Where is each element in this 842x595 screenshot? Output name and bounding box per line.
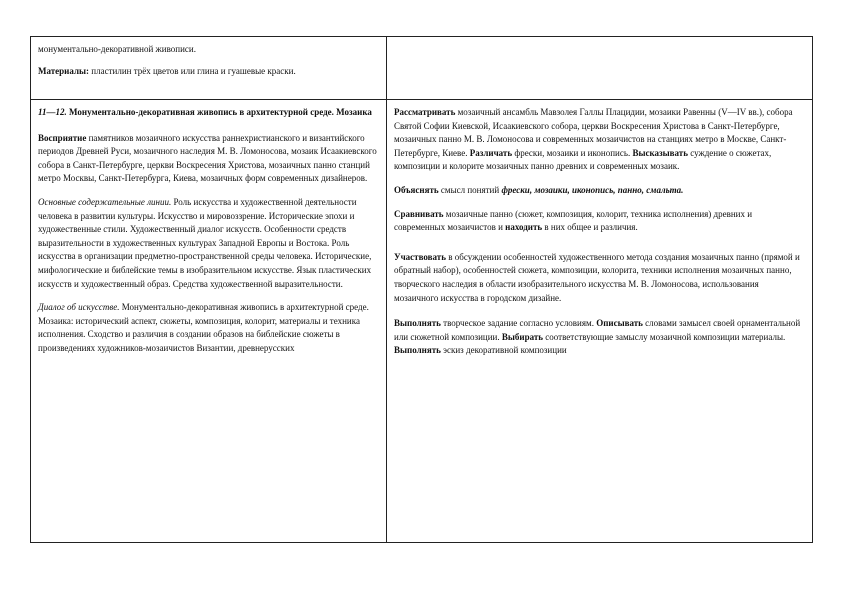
compare-text: мозаичные панно (сюжет, композиция, колорит, техника исполнения) древних и современных мозаичистов и bbox=[394, 208, 753, 233]
explain-terms: фрески, мозаики, иконопись, панно, смальта. bbox=[501, 184, 684, 195]
participate-text: в обсуждении особенностей художественного метода создания мозаичных панно (прямой и обратный набор), особенностей сюжета, композиции, колорита, техники исполнения мозаичных панно, творческого наследия в области изобразительного искусства М. В. Ломоносова, использования мозаичного искусства в городском дизайне. bbox=[394, 251, 800, 303]
dialogue-paragraph bbox=[38, 301, 379, 355]
describe-text: словами замысел своей орнаментальной или сюжетной композиции. bbox=[394, 318, 801, 342]
section-heading bbox=[38, 106, 379, 120]
explain-label: Объяснять bbox=[394, 184, 439, 195]
materials-paragraph bbox=[38, 65, 379, 79]
choose-label: Выбирать bbox=[501, 331, 544, 342]
perform-text: творческое задание согласно условиям. bbox=[440, 318, 597, 329]
perception-text: памятников мозаичного искусства раннехристианского и византийского периодов Древней Руси, мозаичного наследия М. В. Ломоносова, мозаик Исаакиевского собора в Санкт-Петербурге, церкви Воскресения Христова, мозаичных панно станций метро Москвы, Санкт-Петербурга, Киева, мозаичных форм современных дизайнеров. bbox=[38, 132, 377, 184]
document-page bbox=[30, 36, 812, 544]
dialogue-label: Диалог об искусстве. bbox=[38, 302, 120, 313]
perform-label: Выполнять bbox=[394, 318, 441, 329]
find-label: находить bbox=[505, 222, 543, 233]
perform2-text: эскиз декоративной композиции bbox=[440, 345, 567, 356]
table-row bbox=[31, 100, 813, 543]
participate-label: Участвовать bbox=[394, 251, 446, 262]
section-number: 11—12. bbox=[38, 107, 67, 117]
table-row bbox=[31, 37, 813, 100]
consider-label: Рассматривать bbox=[394, 107, 456, 117]
describe-label: Описывать bbox=[596, 318, 643, 329]
explain-text: смысл понятий bbox=[438, 184, 502, 195]
main-lines-paragraph bbox=[38, 196, 379, 291]
consider-text: мозаичный ансамбль Мавзолея Галлы Плацидии, мозаики Равенны (V—IV вв.), собора Святой Софии Киевской, Исаакиевского собора, церкви Воскресения Христова в Санкт-Петербурге, мозаичных панно М. В. Ломоносова и современных мозаичистов на станциях метро в Москве, Санкт-Петербурге, Киеве. bbox=[394, 107, 793, 158]
perception-paragraph bbox=[38, 132, 379, 186]
participate-paragraph bbox=[394, 251, 805, 305]
distinguish-label: Различать bbox=[469, 147, 513, 158]
row1-left-cell bbox=[31, 37, 387, 100]
materials-text: пластилин трёх цветов или глина и гуашевые краски. bbox=[89, 65, 296, 76]
distinguish-text: фрески, мозаики и иконопись. bbox=[512, 147, 631, 158]
express-text: суждение о сюжетах, композиции и колорите мозаичных панно древних и современных мозаик. bbox=[394, 147, 772, 172]
section-title: Монументально-декоративная живопись в архитектурной среде. Мозаика bbox=[66, 107, 372, 117]
compare-label: Сравнивать bbox=[394, 208, 444, 219]
row1-right-cell bbox=[387, 37, 813, 100]
perform2-label: Выполнять bbox=[394, 345, 441, 356]
perception-label: Восприятие bbox=[38, 132, 87, 143]
row2-right-cell bbox=[387, 100, 813, 543]
dialogue-text: Монументально-декоративная живопись в архитектурной среде. Мозаика: исторический аспект, сюжеты, композиция, колорит, материалы и техника исполнения. Сходство и различия в создании образов на библейские сюжеты в произведениях художников-мозаичистов Византии, древнерусских bbox=[38, 302, 369, 353]
perform-paragraph bbox=[394, 317, 805, 358]
curriculum-table bbox=[30, 36, 813, 543]
materials-label: Материалы: bbox=[38, 65, 90, 76]
main-lines-label: Основные содержательные линии. bbox=[38, 196, 172, 207]
find-text: в них общее и различия. bbox=[542, 222, 638, 233]
choose-text: соответствующие замыслу мозаичной композиции материалы. bbox=[543, 331, 786, 342]
compare-paragraph bbox=[394, 208, 805, 235]
row2-left-cell bbox=[31, 100, 387, 543]
main-lines-text: Роль искусства и художественной деятельности человека в развитии культуры. Искусство и мировоззрение. Исторические эпохи и художественные стили. Художественный диалог искусств. Особенности средств выразительности в художественных культурах Западной Европы и Востока. Роль искусства в организации предметно-пространственной среды человека. Исторические, мифологические и библейские темы в изобразительном искусстве. Язык пластических искусств и художественный образ. Средства художественной выразительности. bbox=[38, 196, 372, 289]
paragraph-continuation: монументально-декоративной живописи. bbox=[38, 44, 196, 54]
consider-paragraph bbox=[394, 106, 805, 174]
express-label: Высказывать bbox=[632, 147, 688, 158]
explain-paragraph bbox=[394, 184, 805, 198]
